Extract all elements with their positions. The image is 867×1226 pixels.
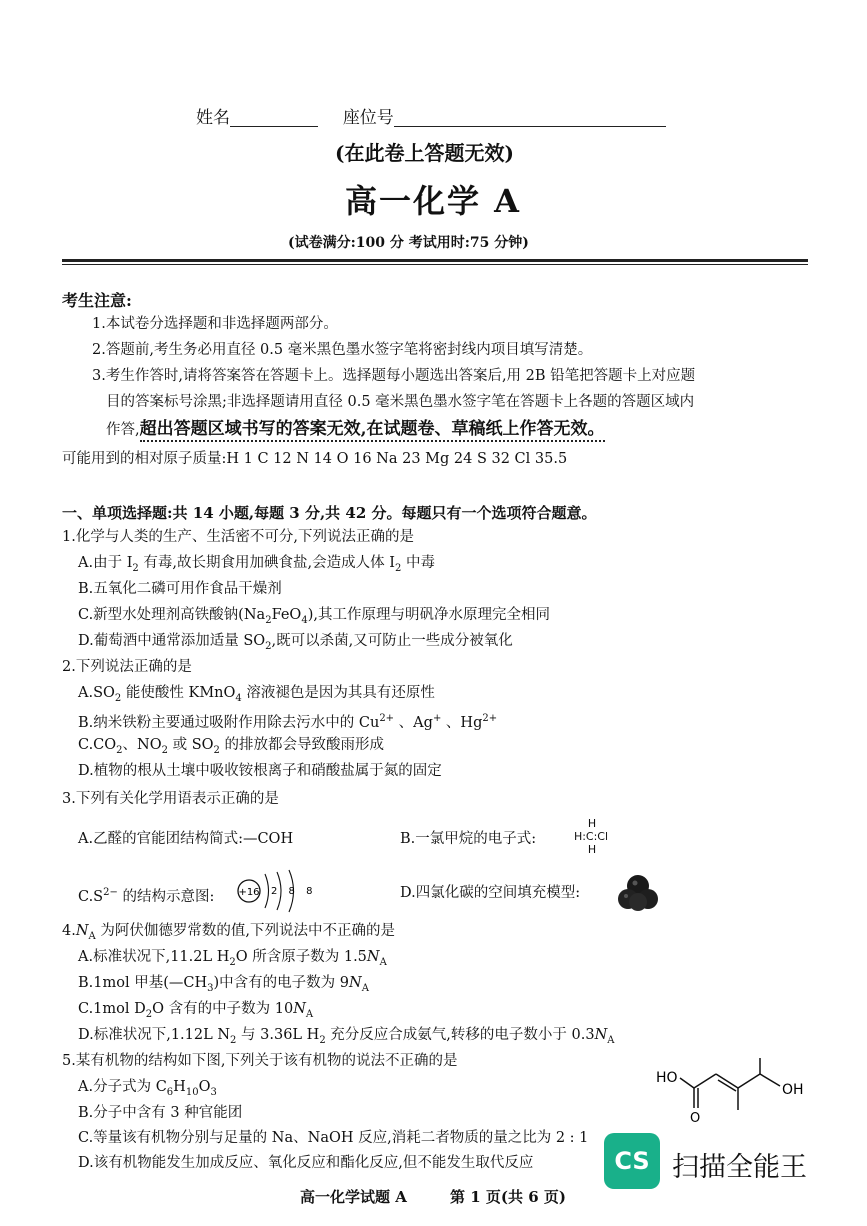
question-4-option-c: C.1mol $D_2O$ 含有的中子数为 $10N_A$	[78, 1001, 314, 1020]
question-5-option-a: A.分子式为 $C_6H_{10}O_3$	[78, 1079, 217, 1098]
hydroxyl-label-right: OH	[782, 1082, 804, 1098]
name-blank	[230, 108, 318, 127]
question-3-option-c: $C.S^{2-}$ 的结构示意图:	[78, 887, 215, 905]
question-5-option-c: C.等量该有机物分别与足量的 Na、NaOH 反应,消耗二者物质的量之比为 2 : 1	[78, 1130, 589, 1146]
name-label: 姓名	[196, 108, 230, 128]
question-1-option-c: C.新型水处理剂高铁酸钠$(Na_2FeO_4)$,其工作原理与明矾净水原理完全相同	[78, 607, 550, 626]
question-2-option-a: $A.SO_2$ 能使酸性 KMnO$_4$ 溶液褪色是因为其具有还原性	[78, 685, 435, 704]
question-2-stem: 2.下列说法正确的是	[62, 659, 192, 675]
question-2-option-c: $C.CO_2$、$NO_2$ 或 $SO_2$ 的排放都会导致酸雨形成	[78, 737, 385, 756]
question-5-option-d: D.该有机物能发生加成反应、氧化反应和酯化反应,但不能发生取代反应	[78, 1155, 534, 1171]
footer-subject: 高一化学试题 A	[300, 1188, 407, 1206]
atomic-masses: 可能用到的相对原子质量:H 1 C 12 N 14 O 16 Na 23 Mg 24 S 32 Cl 35.5	[62, 451, 568, 467]
question-5-option-b: B.分子中含有 3 种官能团	[78, 1105, 243, 1121]
footer-page-number: 第 1 页(共 6 页)	[450, 1188, 566, 1206]
question-3-option-b: B.一氯甲烷的电子式:	[400, 831, 537, 847]
carbonyl-oxygen-label: O	[690, 1111, 701, 1126]
question-1-stem: 1.化学与人类的生产、生活密不可分,下列说法正确的是	[62, 529, 414, 545]
seat-blank	[394, 108, 666, 127]
sulfide-ion-structure-diagram	[234, 868, 317, 914]
camscanner-label: 扫描全能王	[672, 1152, 807, 1183]
camscanner-logo-icon: CS	[604, 1133, 660, 1189]
question-4-option-d: D.标准状况下,1.12L $N_2$ 与 3.36L $H_2$ 充分反应合成氨气,转移的电子数小于 $0.3N_A$	[78, 1027, 615, 1046]
header-divider-thin	[62, 264, 808, 265]
question-4-option-b: B.1mol 甲基$(—CH_3)$中含有的电子数为 $9N_A$	[78, 975, 369, 994]
invalid-note: (在此卷上答题无效)	[335, 141, 514, 165]
notice-item-emphasis: 作答,超出答题区域书写的答案无效,在试题卷、草稿纸上作答无效。	[106, 420, 605, 439]
notice-item: 2.答题前,考生务必用直径 0.5 毫米黑色墨水签字笔将密封线内项目填写清楚。	[92, 342, 593, 358]
question-4-option-a: A.标准状况下,11.2L $H_2O$ 所含原子数为 $1.5N_A$	[78, 949, 387, 968]
question-4-stem: $4.N_A$ 为阿伏伽德罗常数的值,下列说法中不正确的是	[62, 923, 395, 942]
notice-heading: 考生注意:	[62, 291, 132, 310]
question-3-option-d: D.四氯化碳的空间填充模型:	[400, 885, 581, 901]
question-3-stem: 3.下列有关化学用语表示正确的是	[62, 791, 279, 807]
notice-item: 目的答案标号涂黑;非选择题请用直径 0.5 毫米黑色墨水签字笔在答题卡上各题的答题区域内	[106, 394, 695, 410]
nucleus-charge: +16	[238, 887, 260, 898]
exam-info: (试卷满分:100 分 考试用时:75 分钟)	[288, 235, 529, 251]
notice-item: 3.考生作答时,请将答案答在答题卡上。选择题每小题选出答案后,用 2B 铅笔把答题卡上对应题	[92, 368, 696, 384]
question-2-option-b: B.纳米铁粉主要通过吸附作用除去污水中的 $Cu^{2+}$ 、Ag+ 、$Hg^{2+}$	[78, 713, 498, 731]
question-1-option-b: B.五氧化二磷可用作食品干燥剂	[78, 581, 282, 597]
question-2-option-d: D.植物的根从土壤中吸收铵根离子和硝酸盐属于氮的固定	[78, 763, 442, 779]
chloromethane-electron-formula: H H:C:Cl H	[573, 817, 609, 856]
question-3-option-a: A.乙醛的官能团结构简式:—COH	[78, 831, 294, 847]
name-field-row	[196, 108, 666, 127]
ccl4-space-filling-model-icon	[618, 872, 658, 914]
shell-electrons: 2 8 8	[271, 886, 317, 897]
question-1-option-a: A.由于 $I_2$ 有毒,故长期食用加碘食盐,会造成人体 $I_2$ 中毒	[78, 555, 435, 574]
hydroxyl-label-left: HO	[656, 1070, 678, 1086]
question-5-stem: 5.某有机物的结构如下图,下列关于该有机物的说法不正确的是	[62, 1053, 458, 1069]
seat-label: 座位号	[342, 108, 394, 128]
question-1-option-d: D.葡萄酒中通常添加适量 $SO_2$,既可以杀菌,又可防止一些成分被氧化	[78, 633, 513, 652]
section-heading: 一、单项选择题:共 14 小题,每题 3 分,共 42 分。每题只有一个选项符合题意。	[62, 504, 597, 522]
page-title: 高一化学 A	[345, 182, 521, 220]
notice-item: 1.本试卷分选择题和非选择题两部分。	[92, 316, 338, 332]
header-divider-thick	[62, 259, 808, 262]
organic-structure-diagram	[648, 1056, 808, 1126]
emphasis-warning: 超出答题区域书写的答案无效,在试题卷、草稿纸上作答无效。	[140, 419, 605, 442]
